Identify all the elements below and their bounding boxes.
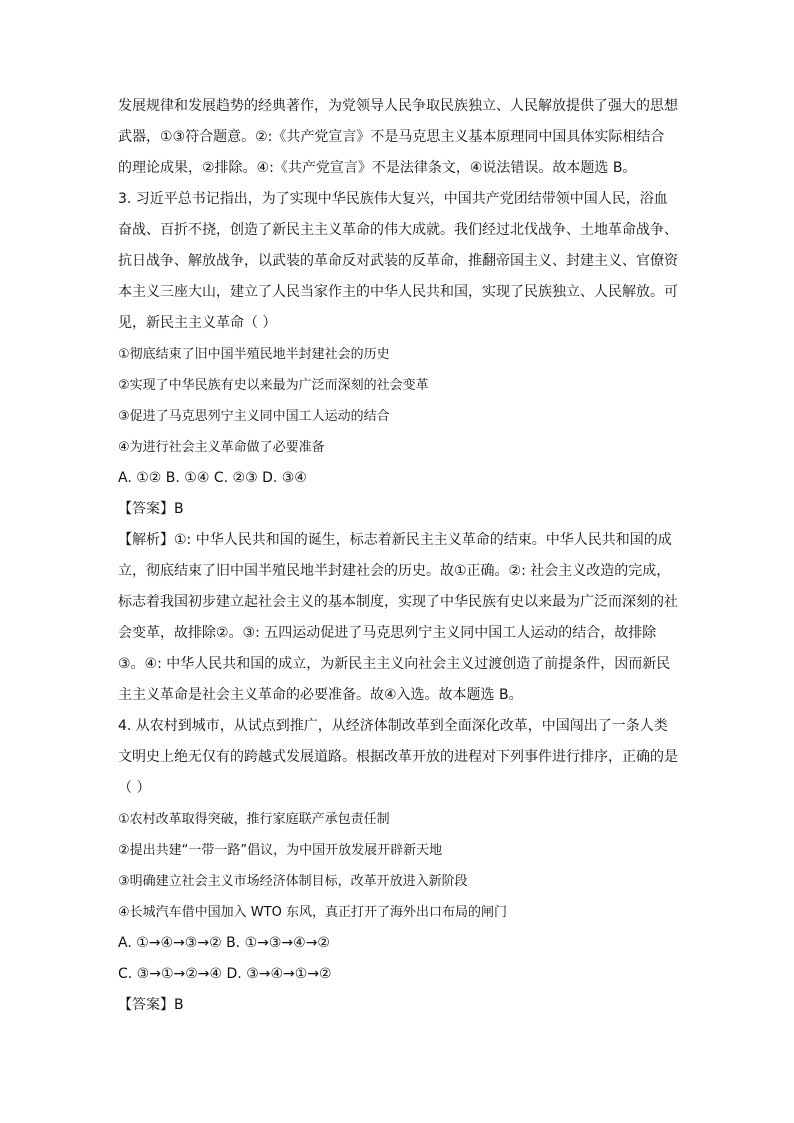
option-item: ②提出共建“一带一路”倡议，为中国开放发展开辟新天地	[118, 843, 443, 858]
answer-label: 【答案】B	[118, 501, 184, 517]
text-line: 主主义革命是社会主义革命的必要准备。故④入选。故本题选 B。	[118, 687, 523, 703]
question-4-text: 4. 从农村到城市，从试点到推广，从经济体制改革到全面深化改革，中国闯出了一条人类	[118, 718, 668, 734]
answer-choices: A. ①→④→③→② B. ①→③→④→②	[118, 935, 330, 951]
text-line: （ ）	[118, 780, 151, 796]
text-line: 武器，①③符合题意。②:《共产党宣言》不是马克思主义基本原理同中国具体实际相结合	[118, 129, 665, 145]
text-line: 抗日战争、解放战争，以武装的革命反对武装的反革命，推翻帝国主义、封建主义、官僚资	[118, 253, 678, 269]
text-line: 发展规律和发展趋势的经典著作，为党领导人民争取民族独立、人民解放提供了强大的思想	[118, 98, 678, 114]
text-line: 会变革，故排除②。③: 五四运动促进了马克思列宁主义同中国工人运动的结合，故排除	[118, 625, 657, 641]
document-body	[118, 98, 688, 1028]
answer-choices: A. ①② B. ①④ C. ②③ D. ③④	[118, 470, 307, 486]
option-item: ④为进行社会主义革命做了必要准备	[118, 440, 325, 455]
analysis-text: 【解析】①: 中华人民共和国的诞生，标志着新民主主义革命的结束。中华人民共和国的成	[118, 532, 672, 548]
text-line: 奋战、百折不挠，创造了新民主主义革命的伟大成就。我们经过北伐战争、土地革命战争、	[118, 222, 678, 238]
text-line: 本主义三座大山，建立了人民当家作主的中华人民共和国，实现了民族独立、人民解放。可	[118, 284, 678, 300]
option-item: ④长城汽车借中国加入 WTO 东风，真正打开了海外出口布局的闸门	[118, 905, 507, 920]
answer-choices: C. ③→①→②→④ D. ③→④→①→②	[118, 966, 332, 982]
text-line: ③。④: 中华人民共和国的成立，为新民主主义向社会主义过渡创造了前提条件，因而新民	[118, 656, 671, 672]
option-item: ③明确建立社会主义市场经济体制目标，改革开放进入新阶段	[118, 874, 468, 889]
text-line: 标志着我国初步建立起社会主义的基本制度，实现了中华民族有史以来最为广泛而深刻的社	[118, 594, 678, 610]
option-item: ①彻底结束了旧中国半殖民地半封建社会的历史	[118, 347, 390, 362]
option-item: ③促进了马克思列宁主义同中国工人运动的结合	[118, 409, 390, 424]
text-line: 立，彻底结束了旧中国半殖民地半封建社会的历史。故①正确。②: 社会主义改造的完成，	[118, 563, 671, 579]
text-line: 的理论成果，②排除。④:《共产党宣言》不是法律条文，④说法错误。故本题选 B。	[118, 160, 637, 176]
text-line: 文明史上绝无仅有的跨越式发展道路。根据改革开放的进程对下列事件进行排序，正确的是	[118, 749, 678, 765]
option-item: ①农村改革取得突破，推行家庭联产承包责任制	[118, 812, 390, 827]
option-item: ②实现了中华民族有史以来最为广泛而深刻的社会变革	[118, 378, 429, 393]
text-line: 见，新民主主义革命（ ）	[118, 315, 277, 331]
answer-label: 【答案】B	[118, 997, 184, 1013]
question-3-text: 3. 习近平总书记指出，为了实现中华民族伟大复兴，中国共产党团结带领中国人民，浴血	[118, 191, 668, 207]
